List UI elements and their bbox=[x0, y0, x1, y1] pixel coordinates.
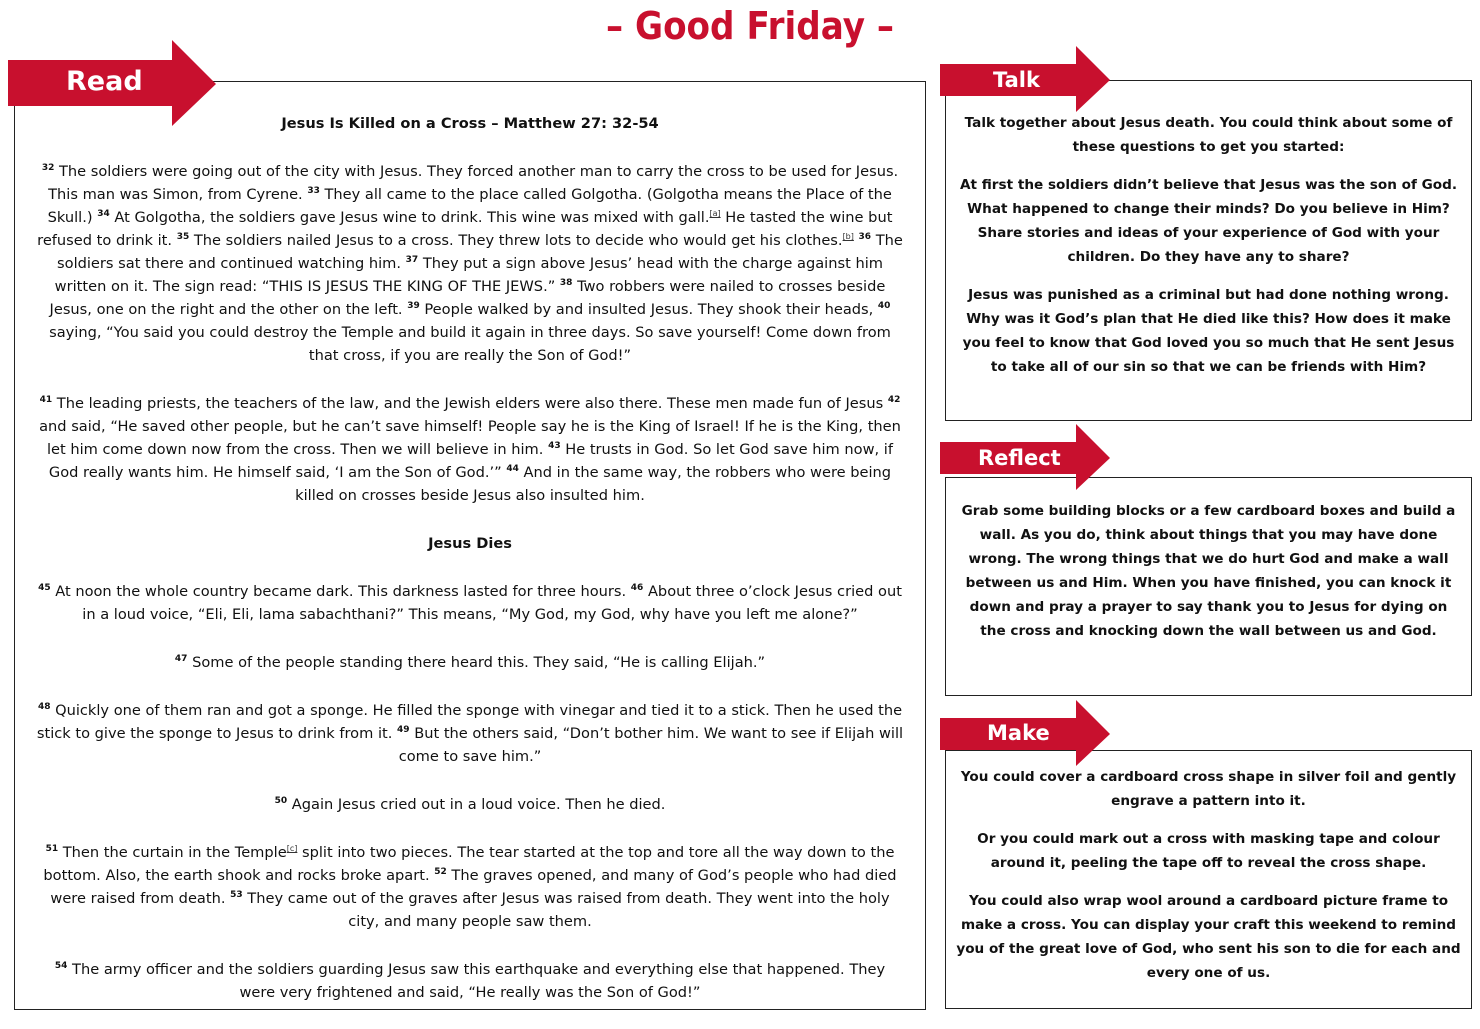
verse-text: But the others said, “Don’t bother him. We want to see if Elijah will come to save him.” bbox=[398, 725, 904, 765]
read-panel bbox=[14, 81, 926, 1010]
read-paragraph-7 bbox=[35, 841, 905, 933]
verse-number: 36 bbox=[858, 232, 872, 243]
verse-text: And in the same way, the robbers who were being killed on crosses beside Jesus also insulted him. bbox=[295, 464, 892, 504]
verse-text: Again Jesus cried out in a loud voice. Then he died. bbox=[291, 796, 666, 813]
verse-text: Two robbers were nailed to crosses beside Jesus, one on the right and the other on the left. bbox=[49, 278, 886, 318]
verse-number: 51 bbox=[45, 844, 59, 855]
verse-text: saying, “You said you could destroy the Temple and build it again in three days. So save yourself! Come down from that cross, if you are really the Son of God!” bbox=[49, 324, 891, 364]
verse-number: 52 bbox=[434, 867, 447, 878]
reflect-panel bbox=[945, 477, 1472, 696]
verse-number: 50 bbox=[274, 796, 288, 807]
make-label: Make bbox=[987, 721, 1050, 745]
read-label: Read bbox=[66, 66, 143, 97]
verse-text: The leading priests, the teachers of the law, and the Jewish elders were also there. These men made fun of Jesus bbox=[56, 395, 884, 412]
read-text bbox=[35, 112, 905, 1029]
verse-number: 53 bbox=[230, 890, 243, 901]
verse-text: The soldiers sat there and continued watching him. bbox=[57, 232, 903, 272]
verse-number: 34 bbox=[97, 209, 110, 220]
verse-number: 42 bbox=[887, 395, 901, 406]
verse-text: Then the curtain in the Temple bbox=[62, 844, 287, 861]
verse-number: 43 bbox=[548, 441, 561, 452]
reflect-paragraph-1: Grab some building blocks or a few cardboard boxes and build a wall. As you do, think about things that you may have done wrong. The wrong things that we do hurt God and make a wall between us and Him. When you have finished, you can knock it down and pray a prayer to say thank you to Jesus for dying on the cross and knocking down the wall between us and God. bbox=[961, 503, 1456, 639]
read-paragraph-1 bbox=[35, 160, 905, 367]
verse-text: He trusts in God. So let God save him now, if God really wants him. He himself said, ‘I am the Son of God.’” bbox=[48, 441, 893, 481]
talk-paragraph-3: Jesus was punished as a criminal but had done nothing wrong. Why was it God’s plan that He died like this? How does it make you feel to know that God loved you so much that He sent Jesus to take all of our sin so that we can be friends with Him? bbox=[962, 287, 1455, 375]
talk-label: Talk bbox=[993, 68, 1040, 92]
make-panel bbox=[945, 750, 1472, 1009]
verse-number: 47 bbox=[174, 654, 188, 665]
verse-number: 44 bbox=[506, 464, 519, 475]
verse-text: They all came to the place called Golgotha. (Golgotha means the Place of the Skull.) bbox=[47, 186, 892, 226]
read-paragraph-5 bbox=[35, 699, 905, 768]
footnote-link-b[interactable]: [b] bbox=[842, 232, 854, 242]
read-paragraph-6 bbox=[35, 793, 905, 816]
verse-number: 40 bbox=[877, 301, 891, 312]
verse-text: About three o’clock Jesus cried out in a loud voice, “Eli, Eli, lama sabachthani?” This means, “My God, my God, why have you left me alone?” bbox=[82, 583, 902, 623]
read-paragraph-2 bbox=[35, 392, 905, 507]
read-heading: Jesus Is Killed on a Cross – Matthew 27: 32-54 bbox=[281, 115, 659, 132]
verse-text: and said, “He saved other people, but he can’t save himself! People say he is the King of Israel! If he is the King, then let him come down now from the cross. Then we will believe in him. bbox=[39, 418, 901, 458]
footnote-link-c[interactable]: [c] bbox=[286, 844, 298, 854]
verse-text: The soldiers were going out of the city with Jesus. They forced another man to carry the cross to be used for Jesus. This man was Simon, from Cyrene. bbox=[48, 163, 899, 203]
read-paragraph-8 bbox=[35, 958, 905, 1004]
make-paragraph-1: You could cover a cardboard cross shape in silver foil and gently engrave a pattern into it. bbox=[960, 769, 1457, 809]
talk-paragraph-2: At first the soldiers didn’t believe that Jesus was the son of God. What happened to change their minds? Do you believe in Him? Share stories and ideas of your experience of God with your children. Do they have any to share? bbox=[959, 177, 1458, 265]
verse-text: He tasted the wine but refused to drink it. bbox=[37, 209, 893, 249]
verse-text: Quickly one of them ran and got a sponge. He filled the sponge with vinegar and tied it to a stick. Then he used the stick to give the sponge to Jesus to drink from it. bbox=[36, 702, 903, 742]
read-paragraph-4 bbox=[35, 651, 905, 674]
talk-panel bbox=[945, 80, 1472, 421]
verse-number: 32 bbox=[41, 163, 55, 174]
verse-text: Some of the people standing there heard this. They said, “He is calling Elijah.” bbox=[192, 654, 766, 671]
section-heading-jesus-dies: Jesus Dies bbox=[428, 535, 512, 552]
footnote-link-a[interactable]: [a] bbox=[709, 209, 721, 219]
verse-number: 35 bbox=[176, 232, 190, 243]
verse-text: The soldiers nailed Jesus to a cross. They threw lots to decide who would get his clothes. bbox=[193, 232, 843, 249]
make-paragraph-3: You could also wrap wool around a cardboard picture frame to make a cross. You can display your craft this weekend to remind you of the great love of God, who sent his son to die for each and every one of us. bbox=[956, 893, 1461, 981]
reflect-label: Reflect bbox=[978, 446, 1061, 470]
verse-text: The army officer and the soldiers guarding Jesus saw this earthquake and everything else that happened. They were very frightened and said, “He really was the Son of God!” bbox=[72, 961, 886, 1001]
verse-text: People walked by and insulted Jesus. They shook their heads, bbox=[424, 301, 874, 318]
read-paragraph-3 bbox=[35, 580, 905, 626]
verse-number: 33 bbox=[307, 186, 320, 197]
verse-number: 46 bbox=[630, 583, 644, 594]
verse-number: 37 bbox=[405, 255, 419, 266]
verse-text: split into two pieces. The tear started at the top and tore all the way down to the bottom. Also, the earth shook and rocks broke apart. bbox=[43, 844, 895, 884]
page-title: – Good Friday – bbox=[605, 4, 895, 48]
make-paragraph-2: Or you could mark out a cross with masking tape and colour around it, peeling the tape off to reveal the cross shape. bbox=[977, 831, 1440, 871]
verse-number: 45 bbox=[38, 583, 51, 594]
verse-number: 49 bbox=[397, 725, 410, 736]
talk-paragraph-1: Talk together about Jesus death. You could think about some of these questions to get you started: bbox=[964, 115, 1453, 155]
verse-text: The graves opened, and many of God’s people who had died were raised from death. bbox=[50, 867, 897, 907]
verse-number: 39 bbox=[407, 301, 420, 312]
verse-text: They came out of the graves after Jesus was raised from death. They went into the holy city, and many people saw them. bbox=[247, 890, 890, 930]
verse-text: At Golgotha, the soldiers gave Jesus wine to drink. This wine was mixed with gall. bbox=[114, 209, 710, 226]
verse-number: 41 bbox=[39, 395, 53, 406]
verse-number: 48 bbox=[37, 702, 51, 713]
verse-text: At noon the whole country became dark. This darkness lasted for three hours. bbox=[55, 583, 627, 600]
verse-text: They put a sign above Jesus’ head with the charge against him written on it. The sign read: “THIS IS JESUS THE KING OF THE JEWS.” bbox=[54, 255, 883, 295]
verse-number: 54 bbox=[54, 961, 68, 972]
verse-number: 38 bbox=[559, 278, 573, 289]
